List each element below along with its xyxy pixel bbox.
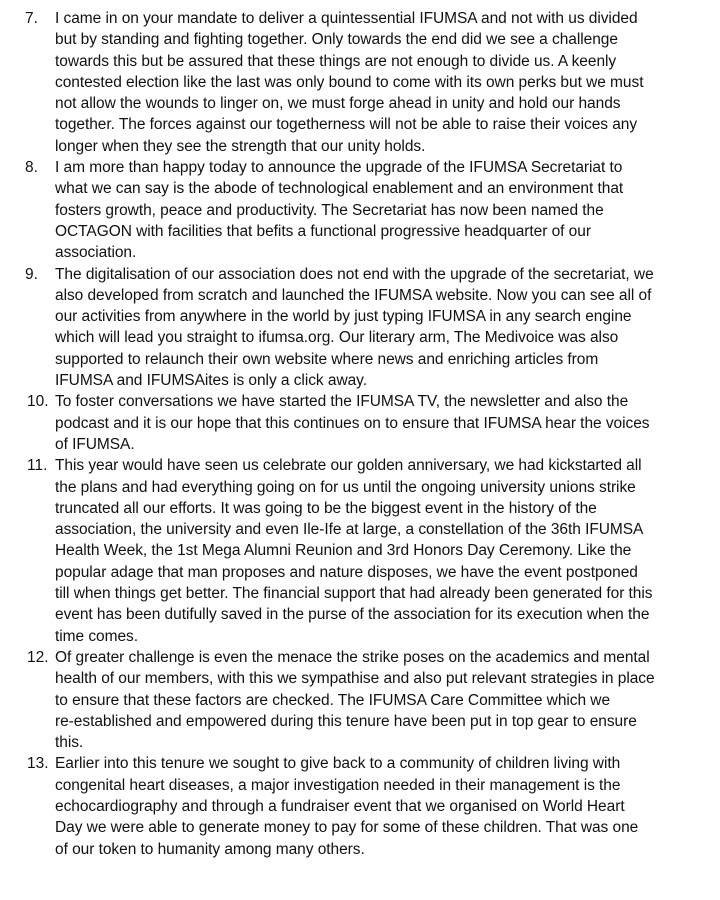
list-number: 9. <box>25 265 38 283</box>
list-item-13 <box>0 753 720 859</box>
paragraph-text: This year would have seen us celebrate our golden anniversary, we had kickstarted all the plans and had everything going on for us until the ongoing university unions strike truncated all our efforts. It was going to be the biggest event in the history of the association, the university and even Ile-Ife at large, a constellation of the 36th IFUMSA Health Week, the 1st Mega Alumni Reunion and 3rd Honors Day Ceremony. Like the popular adage that man proposes and nature disposes, we have the event postponed till when things get better. The financial support that had already been generated for this event has been dutifully saved in the purse of the association for its execution when the time comes. <box>55 457 653 645</box>
list-item-9 <box>0 264 720 392</box>
paragraph-text: Of greater challenge is even the menace the strike poses on the academics and mental health of our members, with this we sympathise and also put relevant strategies in place to ensure that these factors are checked. The IFUMSA Care Committee which we re-established and empowered during this tenure have been put in top gear to ensure this. <box>55 648 655 752</box>
document-page <box>0 8 720 860</box>
list-item-12 <box>0 647 720 753</box>
paragraph-text: I am more than happy today to announce the upgrade of the IFUMSA Secretariat to what we can say is the abode of technological enablement and an environment that fosters growth, peace and productivity. The Secretariat has now been named the OCTAGON with facilities that befits a functional progressive headquarter of our association. <box>55 159 624 262</box>
list-number: 8. <box>25 159 38 177</box>
list-number: 12. <box>27 648 49 666</box>
list-number: 11. <box>27 457 48 475</box>
paragraph-text: I came in on your mandate to deliver a quintessential IFUMSA and not with us divided but by standing and fighting together. Only towards the end did we see a challenge towards this but be assured that these things are not enough to divide us. A keenly contested election like the last was only bound to come with its own perks but we must not allow the wounds to linger on, we must forge ahead in unity and hold our hands together. The forces against our togetherness will not be able to raise their voices any longer when they see the strength that our unity holds. <box>55 10 644 155</box>
list-item-7 <box>0 8 720 157</box>
paragraph-text: Earlier into this tenure we sought to give back to a community of children living with congenital heart diseases, a major investigation needed in their management is the echocardiography and through a fundraiser event that we organised on World Heart Day we were able to generate money to pay for some of these children. That was one of our token to humanity among many others. <box>55 755 639 858</box>
list-item-11 <box>0 455 720 647</box>
paragraph-text: To foster conversations we have started the IFUMSA TV, the newsletter and also the podcast and it is our hope that this continues on to ensure that IFUMSA hear the voices of IFUMSA. <box>55 393 650 453</box>
paragraph-text: The digitalisation of our association does not end with the upgrade of the secretariat, we also developed from scratch and launched the IFUMSA website. Now you can see all of our activities from anywhere in the world by just typing IFUMSA in any search engine which will lead you straight to ifumsa.org. Our literary arm, The Medivoice was also supported to relaunch their own website where news and enriching articles from IFUMSA and IFUMSAites is only a click away. <box>55 265 654 390</box>
list-number: 13. <box>27 755 49 773</box>
list-item-8 <box>0 157 720 263</box>
list-item-10 <box>0 391 720 455</box>
list-number: 7. <box>25 10 38 27</box>
list-number: 10. <box>27 393 49 411</box>
